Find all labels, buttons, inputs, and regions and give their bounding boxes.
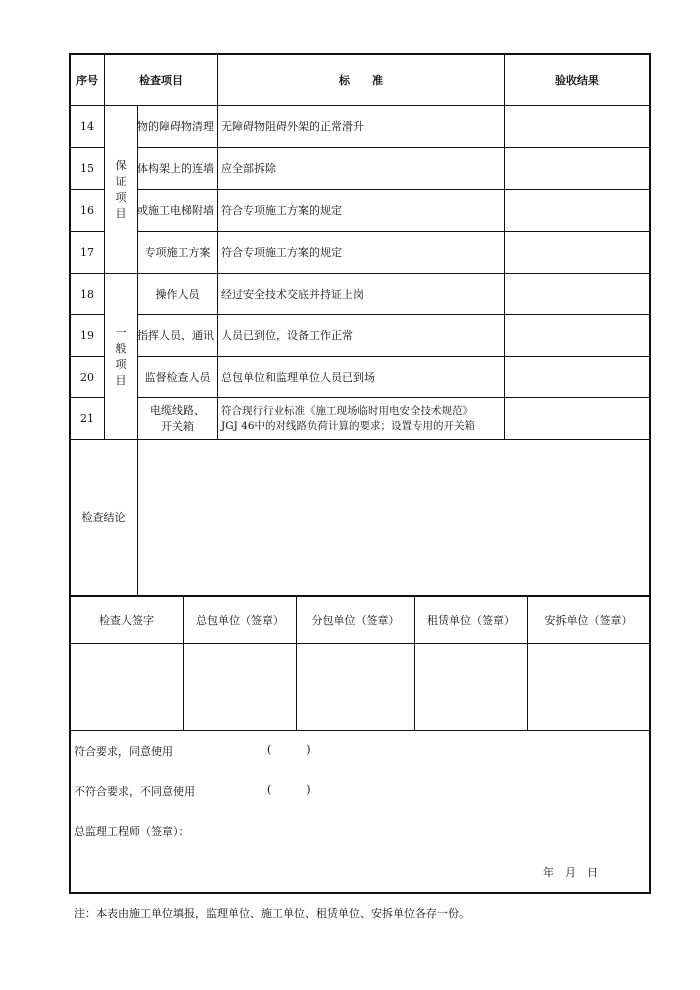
row-no: 21 bbox=[80, 412, 94, 425]
row-standard: 总包单位和监理单位人员已到场 bbox=[221, 370, 375, 384]
row-item: 监督检查人员 bbox=[144, 370, 211, 384]
row-standard-line: JGJ 46中的对线路负荷计算的要求；设置专用的开关箱 bbox=[221, 419, 476, 432]
sig-installer-field[interactable] bbox=[528, 644, 649, 730]
row-standard: 人员已到位，设备工作正常 bbox=[221, 329, 353, 342]
footnote: 注：本表由施工单位填报，监理单位、施工单位、租赁单位、安拆单位各存一份。 bbox=[74, 907, 470, 920]
approval-border-bottom bbox=[69, 892, 651, 894]
row-no: 14 bbox=[80, 120, 94, 133]
row-result[interactable] bbox=[505, 106, 649, 147]
approval-disagree-checkbox[interactable]: ( ) bbox=[267, 783, 311, 796]
group-guarantee-label bbox=[105, 106, 137, 273]
row-result[interactable] bbox=[505, 274, 649, 314]
sig-general-contractor-label: 总包单位（签章） bbox=[196, 613, 284, 627]
row-no: 17 bbox=[80, 246, 94, 259]
sig-general-contractor-field[interactable] bbox=[184, 644, 296, 730]
group-guarantee-char: 目 bbox=[115, 206, 127, 220]
row-item: 指挥人员、通讯 bbox=[137, 329, 214, 342]
row-no: 18 bbox=[80, 287, 94, 301]
row-item: 专项施工方案 bbox=[144, 246, 211, 259]
approval-date[interactable]: 年 月 日 bbox=[543, 866, 598, 879]
approval-border-left bbox=[69, 595, 71, 894]
conclusion-field[interactable] bbox=[138, 440, 649, 595]
approval-border-right bbox=[649, 595, 651, 894]
row-result[interactable] bbox=[505, 357, 649, 397]
row-no: 15 bbox=[80, 162, 94, 175]
group-general-char: 目 bbox=[115, 373, 127, 387]
table-border-right bbox=[649, 53, 651, 597]
sig-lessor-field[interactable] bbox=[415, 644, 527, 730]
row-item: 或施工电梯附墙 bbox=[137, 204, 214, 217]
group-general-char: 项 bbox=[115, 357, 127, 371]
row-standard: 应全部拆除 bbox=[221, 162, 276, 175]
row-item bbox=[138, 398, 217, 439]
row-result[interactable] bbox=[505, 398, 649, 439]
row-result[interactable] bbox=[505, 190, 649, 231]
row-item-line: 开关箱 bbox=[161, 419, 194, 433]
group-general-char: 一 bbox=[115, 325, 127, 339]
conclusion-label: 检查结论 bbox=[81, 511, 126, 524]
row-no: 20 bbox=[80, 370, 94, 384]
row-standard: 符合专项施工方案的规定 bbox=[221, 246, 342, 259]
header-item: 检查项目 bbox=[139, 73, 183, 87]
signature-bottom bbox=[69, 730, 651, 731]
row-item: 操作人员 bbox=[155, 287, 200, 301]
approval-disagree-text: 不符合要求，不同意使用 bbox=[74, 785, 195, 798]
approval-agree-checkbox[interactable]: ( ) bbox=[267, 743, 311, 756]
chief-engineer-signature[interactable]: 总监理工程师（签章）： bbox=[74, 825, 190, 838]
row-standard: 经过安全技术交底并持证上岗 bbox=[221, 287, 364, 301]
header-seq: 序号 bbox=[76, 73, 98, 87]
sig-subcontractor-field[interactable] bbox=[297, 644, 414, 730]
row-no: 19 bbox=[80, 329, 94, 342]
row-standard-line: 符合现行行业标准《施工现场临时用电安全技术规范》 bbox=[221, 404, 473, 417]
row-standard bbox=[218, 398, 504, 439]
row-item: 体构架上的连墙 bbox=[137, 162, 214, 175]
sig-inspector-field[interactable] bbox=[70, 644, 183, 730]
row-no: 16 bbox=[80, 204, 94, 217]
approval-agree-text: 符合要求，同意使用 bbox=[74, 745, 173, 758]
group-guarantee-char: 证 bbox=[115, 174, 127, 188]
row-item: 物的障碍物清理 bbox=[137, 120, 214, 133]
header-result: 验收结果 bbox=[555, 73, 599, 87]
row-result[interactable] bbox=[505, 232, 649, 273]
sig-inspector-label: 检查人签字 bbox=[99, 613, 154, 627]
sig-lessor-label: 租赁单位（签章） bbox=[427, 613, 515, 627]
row-result[interactable] bbox=[505, 315, 649, 356]
group-guarantee-char: 保 bbox=[115, 158, 127, 172]
group-general-label bbox=[105, 274, 137, 439]
row-standard: 符合专项施工方案的规定 bbox=[221, 204, 342, 217]
row-result[interactable] bbox=[505, 148, 649, 189]
row-item-line: 电缆线路、 bbox=[150, 403, 205, 417]
group-general-char: 般 bbox=[115, 341, 127, 355]
group-guarantee-char: 项 bbox=[115, 190, 127, 204]
row-standard: 无障碍物阻碍外架的正常滑升 bbox=[221, 120, 364, 133]
sig-installer-label: 安拆单位（签章） bbox=[544, 613, 633, 627]
sig-subcontractor-label: 分包单位（签章） bbox=[311, 613, 400, 627]
header-standard: 标 准 bbox=[339, 73, 383, 87]
